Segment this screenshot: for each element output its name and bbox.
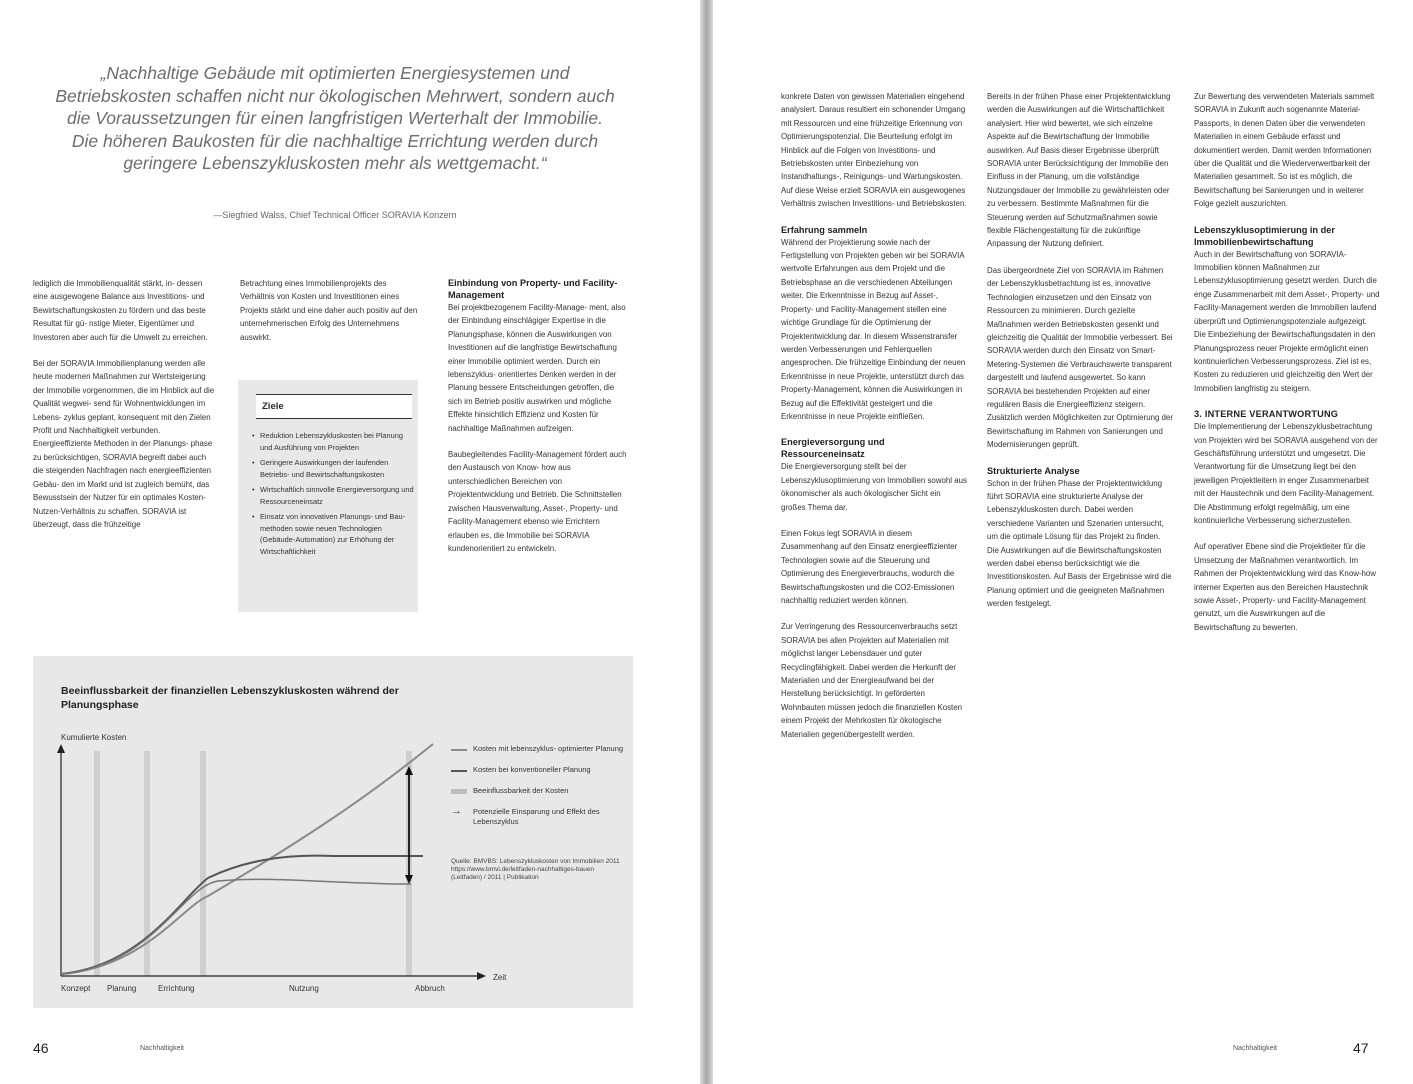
- legend-item: [451, 786, 626, 798]
- spine-gutter: [700, 0, 713, 1084]
- left-column-3: [448, 277, 628, 568]
- paragraph: Auf operativer Ebene sind die Projektleiter für die Umsetzung der Maßnahmen verantwortlich. Im Rahmen der Projektentwicklung wird das Know-how interner Experten aus den Bereichen Haustechnik sowie Asset-, Property- und Facility-Management genutzt, um die Auswirkungen auf die Bewirtschaftung zu bewerten.: [1194, 542, 1377, 632]
- right-page: [713, 0, 1413, 1084]
- paragraph: Baubegleitendes Facility-Management fördert auch den Austausch von Know- how aus unterschiedlichen Bereichen von Projektentwicklung und Betrieb. Die Schnittstellen zwischen Hausverwaltung, Asset-, Property- und Facility-Management ebenso wie Errichtern erlauben es, die Immobilie bei SORAVIA kundenorientiert zu entwickeln.: [448, 450, 627, 553]
- page-number: 47: [1353, 1040, 1369, 1056]
- phase-label: Errichtung: [158, 984, 195, 993]
- paragraph: Während der Projektierung sowie nach der Fertigstellung von Projekten geben wir bei SORAVIA wertvolle Erfahrungen aus dem Projekt und die Betriebsphase an die verschiedenen Abteilungen weiter. Die Erkenntnisse in Bezug auf Asset-, Property- und Facility-Management stellen eine wichtige Grundlage für die Optimierung der Projektentwicklung dar. In diesem Wissenstransfer werden Verbesserungen und Fehlerquellen angesprochen. Die frühzeitige Einbindung der neuen Erkenntnisse in neue Projekte, unterstützt durch das Property-Management, können die Auswirkungen in Bezug auf die Effektivität gesteigert und die Erkenntnisse in neue Projekte einfließen.: [781, 237, 966, 421]
- legend-label: Beeinflussbarkeit der Kosten: [473, 786, 569, 795]
- page-number: 46: [33, 1040, 49, 1056]
- right-column-3: [1194, 90, 1380, 647]
- chart-source: Quelle: BMVBS: Lebenszykluskosten von Immobilien 2011 https://www.bmvi.de/leitfaden-nachhaltiges-bauen (Leitfaden) / 2011 | Publikation: [451, 858, 620, 881]
- phase-label: Konzept: [61, 984, 91, 993]
- right-column-2: [987, 90, 1173, 624]
- paragraph: Einen Fokus legt SORAVIA in diesem Zusammenhang auf den Einsatz energieeffizienter Technologien sowie auf die Steuerung und Optimierung des Energieverbrauchs, wodurch die Bewirtschaftungskosten und die CO2-Emissionen nachhaltig reduziert werden können.: [781, 528, 958, 605]
- right-column-1: [781, 90, 967, 754]
- series-optimized-line: [61, 744, 433, 974]
- goals-title: Ziele: [256, 394, 412, 419]
- pull-quote: „Nachhaltige Gebäude mit optimierten Energiesystemen und Betriebskosten schaffen nicht nur ökologischen Mehrwert, sondern auch die Voraussetzungen für einen langfristigen Werterhalt der Immobilie. Die höheren Baukosten für die nachhaltige Errichtung werden durch geringere Lebenszykluskosten mehr als wettgemacht.“: [55, 63, 615, 173]
- paragraph: Das übergeordnete Ziel von SORAVIA im Rahmen der Lebenszyklusbetrachtung ist es, innovative Technologien einzusetzen und den Einsatz von Ressourcen zu minimieren. Durch gezielte Maßnahmen werden Betriebskosten gesenkt und gleichzeitig die Qualität der Immobilie verbessert. Bei SORAVIA werden durch den Einsatz von Smart-Metering-Systemen die Verbrauchswerte transparent dargestellt und laufend ausgewertet. So kann SORAVIA bei bestehenden Projekten auf einer regulären Basis die Energieeffizienz steigern. Zusätzlich werden Möglichkeiten zur Optimierung der Bewirtschaftung im Rahmen von Sanierungen und Modernisierungen geprüft.: [987, 265, 1173, 450]
- legend-swatch: [451, 749, 467, 751]
- paragraph: Zur Bewertung des verwendeten Materials sammelt SORAVIA in Zukunft auch sogenannte Material-Passports, in denen Daten über die verwendeten Materialien in einem Gebäude erfasst und dokumentiert werden. Damit werden Informationen über die Qualität und die Wiederverwertbarkeit der Materialien gesammelt. So ist es möglich, die Bewirtschaftung bei Sanierungen und in weiterer Folge gezielt auszurichten.: [1194, 92, 1375, 209]
- x-axis-label: Zeit: [493, 973, 507, 982]
- left-column-1: [33, 277, 218, 544]
- section-heading: Einbindung von Property- und Facility-Management: [448, 278, 618, 300]
- legend-label: Kosten bei konventioneller Planung: [473, 765, 591, 774]
- y-axis-label: Kumulierte Kosten: [61, 733, 127, 742]
- legend-swatch: [451, 770, 467, 772]
- phase-label: Abbruch: [415, 984, 445, 993]
- paragraph: lediglich die Immobilienqualität stärkt, in- dessen eine ausgewogene Balance aus Investitions- und Bewirtschaftungskosten zu fördern und das beste Resultat für gü- nstige Mieter, Eigentümer und Investoren aber auch für die Umwelt zu erreichen.: [33, 279, 208, 342]
- goals-item: • Geringere Auswirkungen der laufenden Betriebs- und Bewirtschaftungskosten: [252, 457, 414, 480]
- series-influence-line: [61, 879, 411, 974]
- quote-source: —Siegfried Walss, Chief Technical Officer SORAVIA Konzern: [213, 210, 457, 220]
- chart-title: Beeinflussbarkeit der finanziellen Lebenszykluskosten während der Planungsphase: [61, 685, 399, 711]
- paragraph: Bereits in der frühen Phase einer Projektentwicklung werden die Auswirkungen auf die Wirtschaftlichkeit analysiert. Hier wird bewertet, wie sich einzelne Aspekte auf die Bewirtschaftung der Immobilie auswirken. Auf Basis dieser Ergebnisse überprüft SORAVIA unter Berücksichtigung der Immobilie den Einfluss in der Planung, um die vollständige Nutzungsdauer der Immobilie zu gewährleisten oder zu verbessern. Bestimmte Maßnahmen für die Steuerung werden auf Schutzmaßnahmen sowie flexible Flächengestaltung für die zukünftige Anpassung der Nutzung definiert.: [987, 92, 1171, 249]
- legend-item: [451, 765, 626, 777]
- paragraph: konkrete Daten von gewissen Materialien eingehend analysiert. Daraus resultiert ein schonender Umgang mit Ressourcen und eine frühzeitige Erkennung von Optimierungspotenzial. Die Beurteilung erfolgt im Hinblick auf die Folgen von Investitions- und Betriebskosten unter Einbeziehung von Instandhaltungs-, Reinigungs- und Wartungskosten. Auf diese Weise erzielt SORAVIA ein ausgewogenes Verhältnis zwischen Investitions- und Betriebskosten.: [781, 92, 967, 209]
- left-page: [0, 0, 700, 1084]
- section-heading: Strukturierte Analyse: [987, 465, 1080, 476]
- section-heading: Lebenszyklusoptimierung in der Immobilienbewirtschaftung: [1194, 224, 1335, 247]
- phase-label: Planung: [107, 984, 137, 993]
- left-column-2: [240, 277, 420, 357]
- series-conventional-line: [61, 856, 423, 974]
- section-heading: 3. INTERNE VERANTWORTUNG: [1194, 409, 1339, 420]
- paragraph: Schon in der frühen Phase der Projektentwicklung führt SORAVIA eine strukturierte Analyse der Lebenszykluskosten durch. Dabei werden verschiedene Varianten und Szenarien untersucht, um die optimale Lösung für das Projekt zu finden. Die Auswirkungen auf die Bewirtschaftungskosten werden dabei ebenso berücksichtigt wie die Investitionskosten. Auf Basis der Ergebnisse wird die Planung optimiert und die geeigneten Maßnahmen werden festgelegt.: [987, 478, 1172, 609]
- section-heading: Erfahrung sammeln: [781, 224, 868, 235]
- legend-swatch: [451, 789, 467, 794]
- section-heading: Energieversorgung und Ressourceneinsatz: [781, 437, 885, 460]
- x-axis-arrow: [477, 972, 486, 980]
- goals-box: [238, 380, 418, 612]
- y-axis-arrow: [57, 744, 65, 753]
- paragraph: Die Implementierung der Lebenszyklusbetrachtung von Projekten wird bei SORAVIA ausgehend von der Geschäftsführung unterstützt und umgesetzt. Die Verantwortung für die Umsetzung liegt bei den jeweiligen Projektleitern in enger Zusammenarbeit mit der Haustechnik und dem Facility-Management. Die Abstimmung erfolgt regelmäßig, um eine kontinuierliche Verbesserung sicherzustellen.: [1194, 422, 1378, 525]
- footer-label: Nachhaltigkeit: [140, 1045, 184, 1052]
- legend-label: Kosten mit lebenszyklus- optimierter Planung: [473, 744, 624, 753]
- chart-legend: [451, 744, 626, 836]
- legend-item: [451, 744, 626, 756]
- footer-label: Nachhaltigkeit: [1233, 1045, 1277, 1052]
- paragraph: Betrachtung eines Immobilienprojekts des Verhältnis von Kosten und Investitionen eines Projekts stärkt und eine daher auch positiv auf den unternehmerischen Erfolg des Unternehmens auswirkt.: [240, 279, 418, 342]
- paragraph: Bei der SORAVIA Immobilienplanung werden alle heute modernen Maßnahmen zur Wertsteigerung der Immobilie vorgenommen, die im Hinblick auf die Qualität wegwei- send für Wohnentwicklungen im Lebens- zyklus geplant, konsequent mit den Zielen Profit und Nachhaltigkeit verbunden. Energieeffiziente Methoden in der Planungs- phase zu berücksichtigen, SORAVIA begreift dabei auch die steigenden Nachfragen nach energieeffizienten Gebäu- den im Markt und ist zugleich bemüht, das Bewusstsein der Nutzer für ein optimales Kosten-Nutzen-Verhältnis zu schaffen. SORAVIA ist überzeugt, dass die frühzeitige: [33, 359, 215, 529]
- goals-item: • Einsatz von innovativen Planungs- und Bau- methoden sowie neuen Technologien (Gebäude-Automation) zur Erhöhung der Wirtschaftlichkeit: [252, 511, 414, 557]
- paragraph: Auch in der Bewirtschaftung von SORAVIA-Immobilien können Maßnahmen zur Lebenszyklusoptimierung gesetzt werden. Durch die enge Zusammenarbeit mit dem Asset-, Property- und Facility-Management werden die Immobilien laufend überprüft und Optimierungspotenziale aufgezeigt. Die Einbeziehung der Bewirtschaftungsdaten in den Planungsprozess neuer Projekte ermöglicht einen kontinuierlichen Verbesserungsprozess. Ziel ist es, Kosten zu reduzieren und gleichzeitig den Wert der Immobilien langfristig zu steigern.: [1194, 249, 1380, 393]
- goals-list: [252, 430, 414, 561]
- goals-item: • Reduktion Lebenszykluskosten bei Planung und Ausführung von Projekten: [252, 430, 414, 453]
- legend-label: Potenzielle Einsparung und Effekt des Lebenszyklus: [473, 807, 600, 826]
- paragraph: Die Energieversorgung stellt bei der Lebenszyklusoptimierung von Immobilien sowohl aus ökonomischer als auch ökologischer Sicht ein großes Thema dar.: [781, 462, 967, 512]
- paragraph: Zur Verringerung des Ressourcenverbrauchs setzt SORAVIA bei allen Projekten auf Materialien mit möglichst langer Lebensdauer und guter Recyclingfähigkeit. Dabei werden die Herkunft der Materialien und der Energieaufwand bei der Herstellung berücksichtigt. In geförderten Wohnbauten müssen jedoch die finanziellen Kosten einem Projekt der Mehrkosten für ökologische Materialien gegenübergestellt werden.: [781, 622, 963, 739]
- legend-item: → Potenzielle Einsparung und Effekt des Lebenszyklus: [451, 805, 600, 826]
- goals-item: • Wirtschaftlich sinnvolle Energieversorgung und Ressourceneinsatz: [252, 484, 414, 507]
- phase-label: Nutzung: [289, 984, 319, 993]
- paragraph: Bei projektbezogenem Facility-Manage- ment, also der Einbindung einschlägiger Expertise in die Planungsphase, können die Auswirkungen von Investitionen auf die langfristige Bewirtschaftung einer Immobilie optimiert werden. Durch ein lebenszyklus- orientiertes Denken werden in der Planung bessere Entscheidungen getroffen, die sich im Betrieb positiv auswirken und mögliche Effekte hinsichtlich Effizienz und Kosten für nachhaltige Maßnahmen aufzeigen.: [448, 303, 626, 433]
- lifecycle-cost-chart: [33, 656, 633, 1008]
